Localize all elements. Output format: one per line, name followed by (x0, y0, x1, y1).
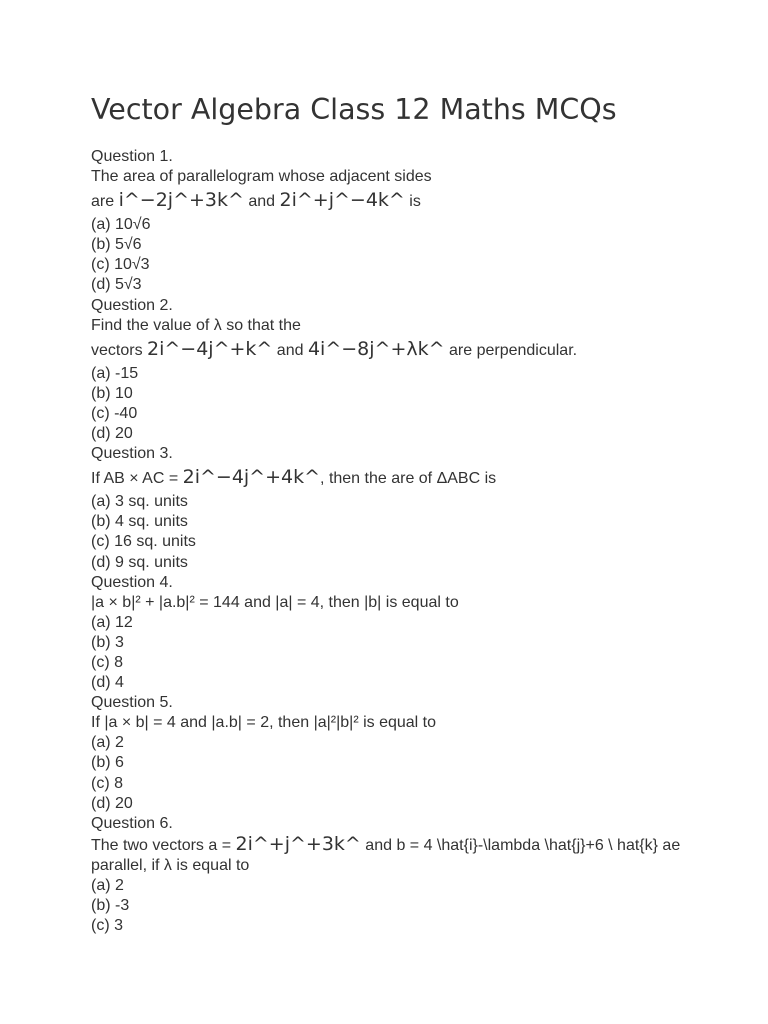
question-label: Question 6. (91, 814, 173, 832)
question-text: Find the value of λ so that the (91, 316, 301, 334)
option-c: (c) 8 (91, 774, 123, 792)
question-label: Question 3. (91, 445, 173, 463)
option-a: (a) 2 (91, 734, 124, 752)
option-d: (d) 5√3 (91, 276, 142, 294)
question-text-part: , then the are of ΔABC is (320, 470, 497, 488)
question-text-part: vectors (91, 341, 148, 359)
question-label: Question 1. (91, 148, 173, 165)
question-text-part: The two vectors a = (91, 836, 236, 854)
option-d: (d) 20 (91, 794, 133, 812)
vector-expression: 2i^+j^+3k^ (235, 832, 361, 855)
option-c: (c) 8 (91, 653, 123, 671)
question-text-math (91, 834, 681, 876)
question-2 (91, 296, 681, 445)
option-a: (a) -15 (91, 364, 139, 382)
question-text-part: are perpendicular. (444, 341, 578, 359)
option-c: (c) 16 sq. units (91, 533, 196, 551)
option-d: (d) 20 (91, 425, 133, 443)
question-list (91, 147, 681, 936)
question-5 (91, 693, 681, 814)
question-text-math (91, 187, 681, 215)
option-b: (b) 5√6 (91, 236, 142, 254)
question-label: Question 2. (91, 296, 173, 314)
question-text-part: If AB × AC = (91, 470, 183, 488)
question-text-part: is (404, 193, 421, 211)
vector-expression: 2i^+j^−4k^ (279, 189, 405, 212)
option-d: (d) 9 sq. units (91, 553, 188, 571)
question-text-part: and b = 4 \hat{i}-\lambda \hat{j}+6 \ hat{k} ae parallel, if λ is equal to (91, 836, 681, 874)
option-b: (b) -3 (91, 897, 130, 915)
question-1 (91, 147, 681, 296)
option-a: (a) 3 sq. units (91, 493, 188, 511)
option-b: (b) 6 (91, 754, 124, 772)
question-text: |a × b|² + |a.b|² = 144 and |a| = 4, then |b| is equal to (91, 593, 459, 611)
page-title: Vector Algebra Class 12 Maths MCQs (91, 93, 617, 126)
question-text: If |a × b| = 4 and |a.b| = 2, then |a|²|b|² is equal to (91, 714, 437, 732)
question-text: The area of parallelogram whose adjacent sides (91, 168, 432, 186)
question-text-math (91, 464, 681, 492)
option-a: (a) 2 (91, 877, 124, 894)
question-text-math (91, 336, 681, 364)
question-text-part: are (91, 193, 119, 211)
option-c: (c) -40 (91, 404, 138, 422)
question-label: Question 4. (91, 573, 173, 591)
option-c: (c) 10√3 (91, 256, 150, 274)
vector-expression: 4i^−8j^+λk^ (307, 337, 445, 360)
vector-expression: 2i^−4j^+4k^ (182, 466, 321, 489)
option-c: (c) 3 (91, 917, 123, 935)
vector-expression: 2i^−4j^+k^ (147, 337, 273, 360)
question-4 (91, 573, 681, 694)
option-b: (b) 10 (91, 384, 133, 402)
option-a: (a) 12 (91, 613, 133, 631)
question-3 (91, 444, 681, 572)
question-6 (91, 814, 681, 937)
question-text-part: and (243, 193, 280, 211)
option-d: (d) 4 (91, 674, 124, 692)
option-b: (b) 3 (91, 633, 124, 651)
option-b: (b) 4 sq. units (91, 513, 188, 531)
question-text-part: and (272, 341, 308, 359)
option-a: (a) 10√6 (91, 216, 151, 234)
vector-expression: i^−2j^+3k^ (118, 189, 244, 212)
question-label: Question 5. (91, 694, 173, 712)
